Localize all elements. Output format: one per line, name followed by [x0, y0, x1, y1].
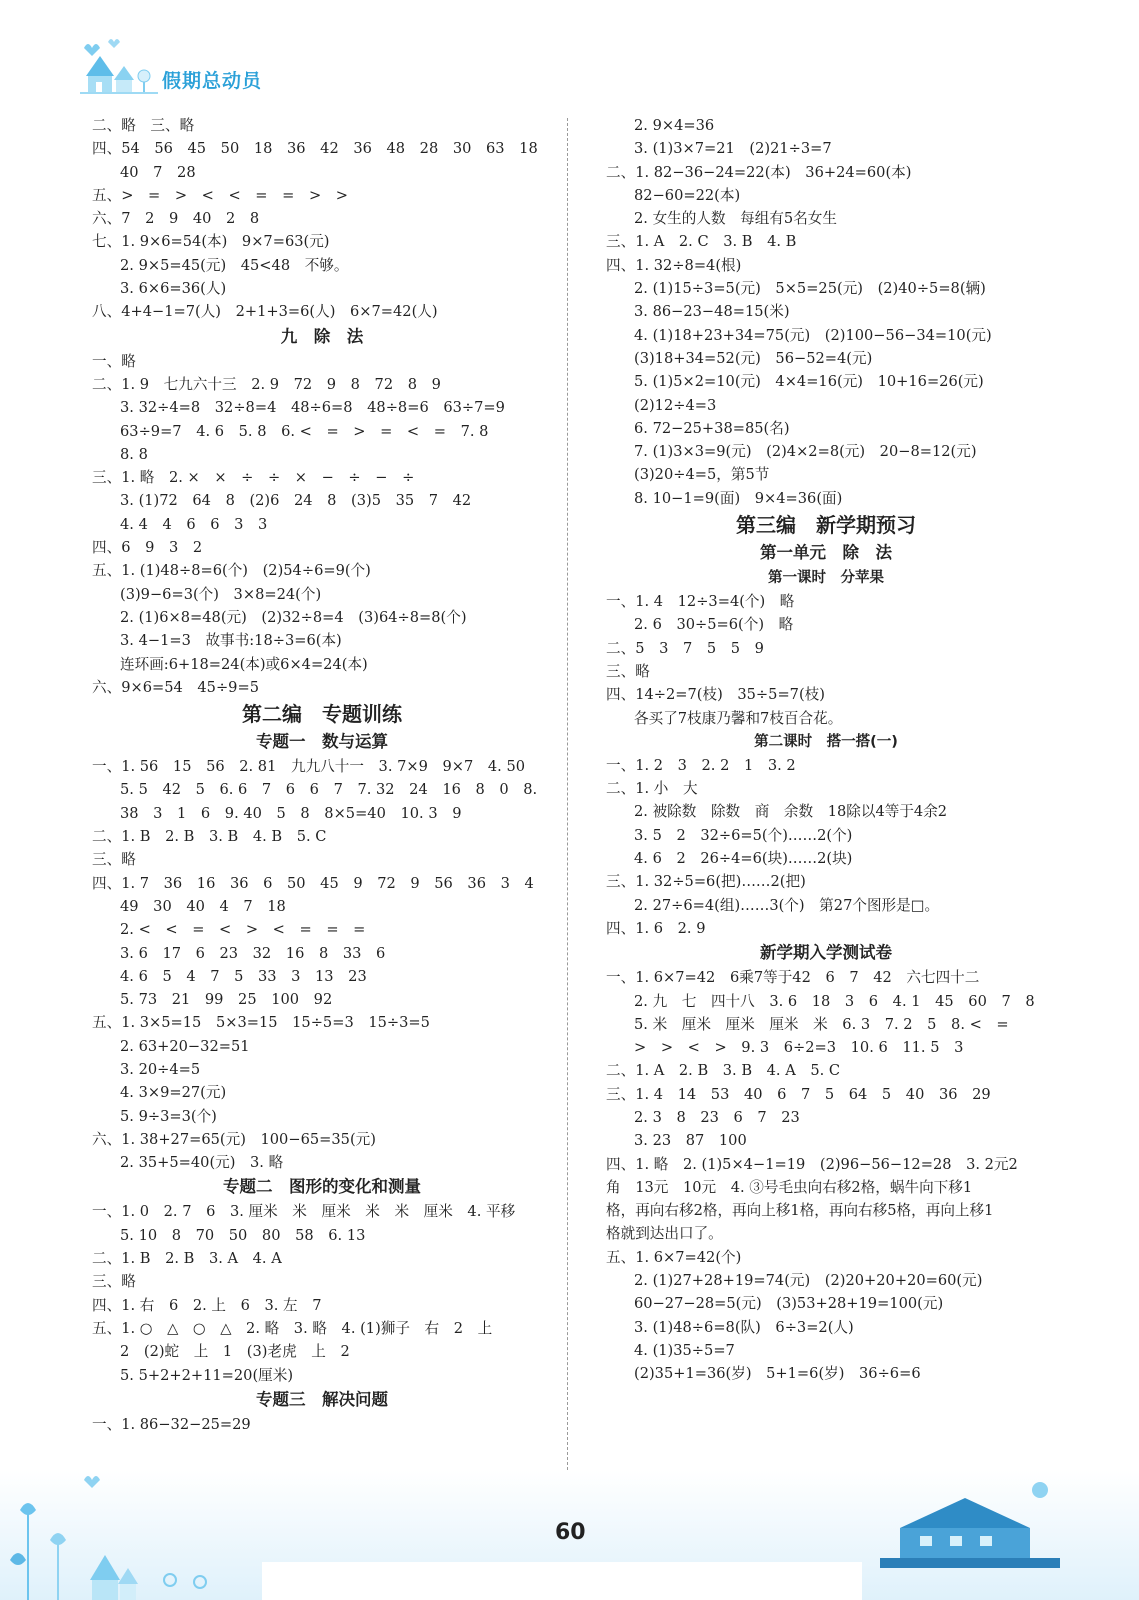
answer-line: 一、1. 86−32−25=29 [92, 1415, 251, 1433]
answer-line: (2)35+1=36(岁) 5+1=6(岁) 36÷6=6 [634, 1365, 921, 1383]
answer-line: 49 30 40 4 7 18 [120, 897, 286, 915]
answer-line: 2. 3 8 23 6 7 23 [634, 1108, 800, 1126]
answer-line: 连环画:6+18=24(本)或6×4=24(本) [120, 655, 368, 673]
answer-line: 三、略 [606, 662, 650, 680]
answer-line: 五、1. 3×5=15 5×3=15 15÷5=3 15÷3=5 [92, 1014, 430, 1032]
answer-line: 三、1. A 2. C 3. B 4. B [606, 233, 797, 251]
answer-line: 60−27−28=5(元) (3)53+28+19=100(元) [634, 1295, 944, 1313]
answer-line: 40 7 28 [120, 163, 196, 181]
section-heading: 第一单元 除 法 [760, 543, 892, 563]
answer-line: 三、1. 32÷5=6(把)……2(把) [606, 873, 806, 891]
answer-line: 二、1. 82−36−24=22(本) 36+24=60(本) [606, 163, 912, 181]
answer-line: 2. 35+5=40(元) 3. 略 [120, 1154, 284, 1172]
answer-line: 六、7 2 9 40 2 8 [92, 210, 260, 228]
answer-line: 2. 9×4=36 [634, 117, 715, 134]
answer-line: 四、1. 7 36 16 36 6 50 45 9 72 9 56 36 3 4 [92, 874, 534, 892]
answer-line: 三、略 [92, 851, 136, 869]
answer-line: 二、1. B 2. B 3. A 4. A [92, 1250, 282, 1268]
answer-line: 角 13元 10元 4. ③号毛虫向右移2格，蜗牛向下移1 [606, 1178, 973, 1196]
answer-line: (2)12÷4=3 [634, 396, 717, 414]
answer-line: 一、1. 2 3 2. 2 1 3. 2 [606, 756, 796, 774]
answer-line: 二、1. A 2. B 3. B 4. A 5. C [606, 1062, 841, 1080]
answer-line: 二、1. B 2. B 3. B 4. B 5. C [92, 828, 327, 846]
answer-line: 四、1. 右 6 2. 上 6 3. 左 7 [92, 1296, 322, 1314]
answer-line: 38 3 1 6 9. 40 5 8 8×5=40 10. 3 9 [120, 804, 462, 822]
footer-bar [262, 1562, 862, 1600]
answer-line: 四、6 9 3 2 [92, 539, 203, 557]
answer-line: 4. 6 5 4 7 5 33 3 13 23 [120, 967, 367, 985]
answer-line: 二、略 三、略 [92, 117, 195, 134]
answer-line: 2. (1)27+28+19=74(元) (2)20+20+20=60(元) [634, 1272, 983, 1290]
answer-line: 5. (1)5×2=10(元) 4×4=16(元) 10+16=26(元) [634, 373, 984, 391]
answer-line: 三、1. 略 2. × × ÷ ÷ × − ÷ − ÷ [92, 469, 415, 487]
answer-line: 3. (1)48÷6=8(队) 6÷3=2(人) [634, 1318, 854, 1336]
answer-line: 5. 米 厘米 厘米 厘米 米 6. 3 7. 2 5 8. < = [634, 1015, 1009, 1033]
answer-line: 二、5 3 7 5 5 9 [606, 639, 764, 657]
answer-line: 一、略 [92, 352, 136, 370]
answer-line: 6. 72−25+38=85(名) [634, 419, 790, 437]
section-heading: 第一课时 分苹果 [768, 570, 884, 587]
section-heading: 第二课时 搭一搭(一) [754, 733, 898, 750]
answer-line: 82−60=22(本) [634, 186, 741, 204]
answer-line: 七、1. 9×6=54(本) 9×7=63(元) [92, 233, 330, 251]
section-heading: 专题三 解决问题 [256, 1389, 388, 1409]
answer-line: (3)9−6=3(个) 3×8=24(个) [120, 585, 322, 603]
answer-line: 3. 20÷4=5 [120, 1060, 201, 1078]
answer-line: 3. 86−23−48=15(米) [634, 303, 790, 321]
answer-line: 5. 9÷3=3(个) [120, 1107, 217, 1125]
answer-line: 六、1. 38+27=65(元) 100−65=35(元) [92, 1130, 376, 1148]
answer-line: 2. < < = < > < = = = [120, 921, 366, 939]
answer-line: 7. (1)3×3=9(元) (2)4×2=8(元) 20−8=12(元) [634, 443, 977, 461]
answer-line: > > < > 9. 3 6÷2=3 10. 6 11. 5 3 [634, 1039, 964, 1057]
answer-line: (3)20÷4=5，第5节 [634, 466, 770, 484]
answer-line: 8. 10−1=9(面) 9×4=36(面) [634, 489, 843, 507]
answer-line: 一、1. 6×7=42 6乘7等于42 6 7 42 六七四十二 [606, 969, 980, 987]
answer-line: 2. 27÷6=4(组)……3(个) 第27个图形是□。 [634, 896, 940, 914]
answer-line: 2. 女生的人数 每组有5名女生 [634, 210, 837, 228]
answer-line: 3. (1)3×7=21 (2)21÷3=7 [634, 140, 832, 158]
answer-line: (3)18+34=52(元) 56−52=4(元) [634, 349, 873, 367]
answer-line: 4. (1)18+23+34=75(元) (2)100−56−34=10(元) [634, 326, 992, 344]
answer-line: 三、1. 4 14 53 40 6 7 5 64 5 40 36 29 [606, 1085, 991, 1103]
answer-line: 4. (1)35÷5=7 [634, 1341, 735, 1359]
answer-line: 三、略 [92, 1273, 136, 1291]
answer-line: 四、1. 略 2. (1)5×4−1=19 (2)96−56−12=28 3. 2元2 [606, 1155, 1018, 1173]
answer-line: 3. 32÷4=8 32÷8=4 48÷6=8 48÷8=6 63÷7=9 [120, 399, 505, 417]
answer-line: 四、1. 6 2. 9 [606, 919, 706, 937]
answer-line: 八、4+4−1=7(人) 2+1+3=6(人) 6×7=42(人) [92, 303, 438, 321]
answer-line: 各买了7枝康乃馨和7枝百合花。 [634, 709, 843, 727]
page-number: 60 [555, 1520, 586, 1545]
answer-line: 四、54 56 45 50 18 36 42 36 48 28 30 63 18 [92, 140, 538, 158]
flower-decoration-icon [0, 1470, 240, 1600]
answer-line: 63÷9=7 4. 6 5. 8 6. < = > = < = 7. 8 [120, 422, 489, 440]
section-heading: 九 除 法 [280, 326, 364, 346]
answer-line: 二、1. 小 大 [606, 780, 698, 798]
answer-line: 3. 6 17 6 23 32 16 8 33 6 [120, 944, 386, 962]
answer-line: 一、1. 4 12÷3=4(个) 略 [606, 593, 795, 611]
house-logo-icon [78, 36, 162, 96]
answer-line: 3. 5 2 32÷6=5(个)……2(个) [634, 826, 853, 844]
answer-line: 五、> = > < < = = > > [92, 186, 348, 204]
answer-line: 五、1. (1)48÷8=6(个) (2)54÷6=9(个) [92, 562, 371, 580]
answer-line: 一、1. 0 2. 7 6 3. 厘米 米 厘米 米 米 厘米 4. 平移 [92, 1203, 516, 1221]
section-heading: 专题二 图形的变化和测量 [223, 1177, 421, 1197]
answer-line: 2. 九 七 四十八 3. 6 18 3 6 4. 1 45 60 7 8 [634, 992, 1035, 1010]
left-answer-column [92, 114, 552, 1436]
brand-title: 假期总动员 [162, 70, 263, 92]
section-heading: 第二编 专题训练 [242, 702, 402, 727]
answer-line: 2. (1)6×8=48(元) (2)32÷8=4 (3)64÷8=8(个) [120, 608, 467, 626]
answer-line: 3. 6×6=36(人) [120, 280, 227, 298]
section-heading: 第三编 新学期预习 [736, 513, 916, 538]
answer-line: 4. 3×9=27(元) [120, 1084, 227, 1102]
answer-line: 8. 8 [120, 445, 148, 463]
section-heading: 新学期入学测试卷 [760, 943, 892, 963]
answer-line: 二、1. 9 七九六十三 2. 9 72 9 8 72 8 9 [92, 375, 441, 393]
answer-line: 五、1. ○ △ ○ △ 2. 略 3. 略 4. (1)狮子 右 2 上 [92, 1319, 493, 1337]
answer-line: 格就到达出口了。 [606, 1225, 723, 1243]
answer-line: 5. 73 21 99 25 100 92 [120, 991, 333, 1009]
column-divider [567, 118, 568, 1470]
answer-line: 3. 4−1=3 故事书:18÷3=6(本) [120, 632, 342, 650]
answer-line: 2. 9×5=45(元) 45<48 不够。 [120, 256, 349, 274]
answer-line: 四、14÷2=7(枝) 35÷5=7(枝) [606, 686, 825, 704]
answer-line: 五、1. 6×7=42(个) [606, 1248, 742, 1266]
answer-line: 2. 63+20−32=51 [120, 1037, 250, 1055]
answer-line: 格，再向右移2格，再向上移1格，再向右移5格，再向上移1 [606, 1202, 994, 1220]
house-decoration-icon [880, 1478, 1060, 1568]
answer-line: 5. 5 42 5 6. 6 7 6 6 7 7. 32 24 16 8 0 8. [120, 781, 538, 799]
answer-line: 2. (1)15÷3=5(元) 5×5=25(元) (2)40÷5=8(辆) [634, 280, 986, 298]
answer-line: 4. 4 4 6 6 3 3 [120, 515, 268, 533]
answer-line: 3. 23 87 100 [634, 1132, 747, 1150]
section-heading: 专题一 数与运算 [256, 732, 388, 752]
answer-line: 5. 10 8 70 50 80 58 6. 13 [120, 1226, 366, 1244]
answer-line: 2. 6 30÷5=6(个) 略 [634, 616, 794, 634]
answer-line: 六、9×6=54 45÷9=5 [92, 678, 259, 696]
header [78, 36, 378, 96]
answer-line: 4. 6 2 26÷4=6(块)……2(块) [634, 850, 853, 868]
right-answer-column [606, 114, 1046, 1386]
answer-line: 四、1. 32÷8=4(根) [606, 256, 742, 274]
answer-line: 2. 被除数 除数 商 余数 18除以4等于4余2 [634, 803, 948, 821]
answer-line: 一、1. 56 15 56 2. 81 九九八十一 3. 7×9 9×7 4. 50 [92, 758, 526, 776]
answer-line: 3. (1)72 64 8 (2)6 24 8 (3)5 35 7 42 [120, 492, 472, 510]
answer-line: 5. 5+2+2+11=20(厘米) [120, 1366, 294, 1384]
answer-line: 2 (2)蛇 上 1 (3)老虎 上 2 [120, 1343, 350, 1361]
